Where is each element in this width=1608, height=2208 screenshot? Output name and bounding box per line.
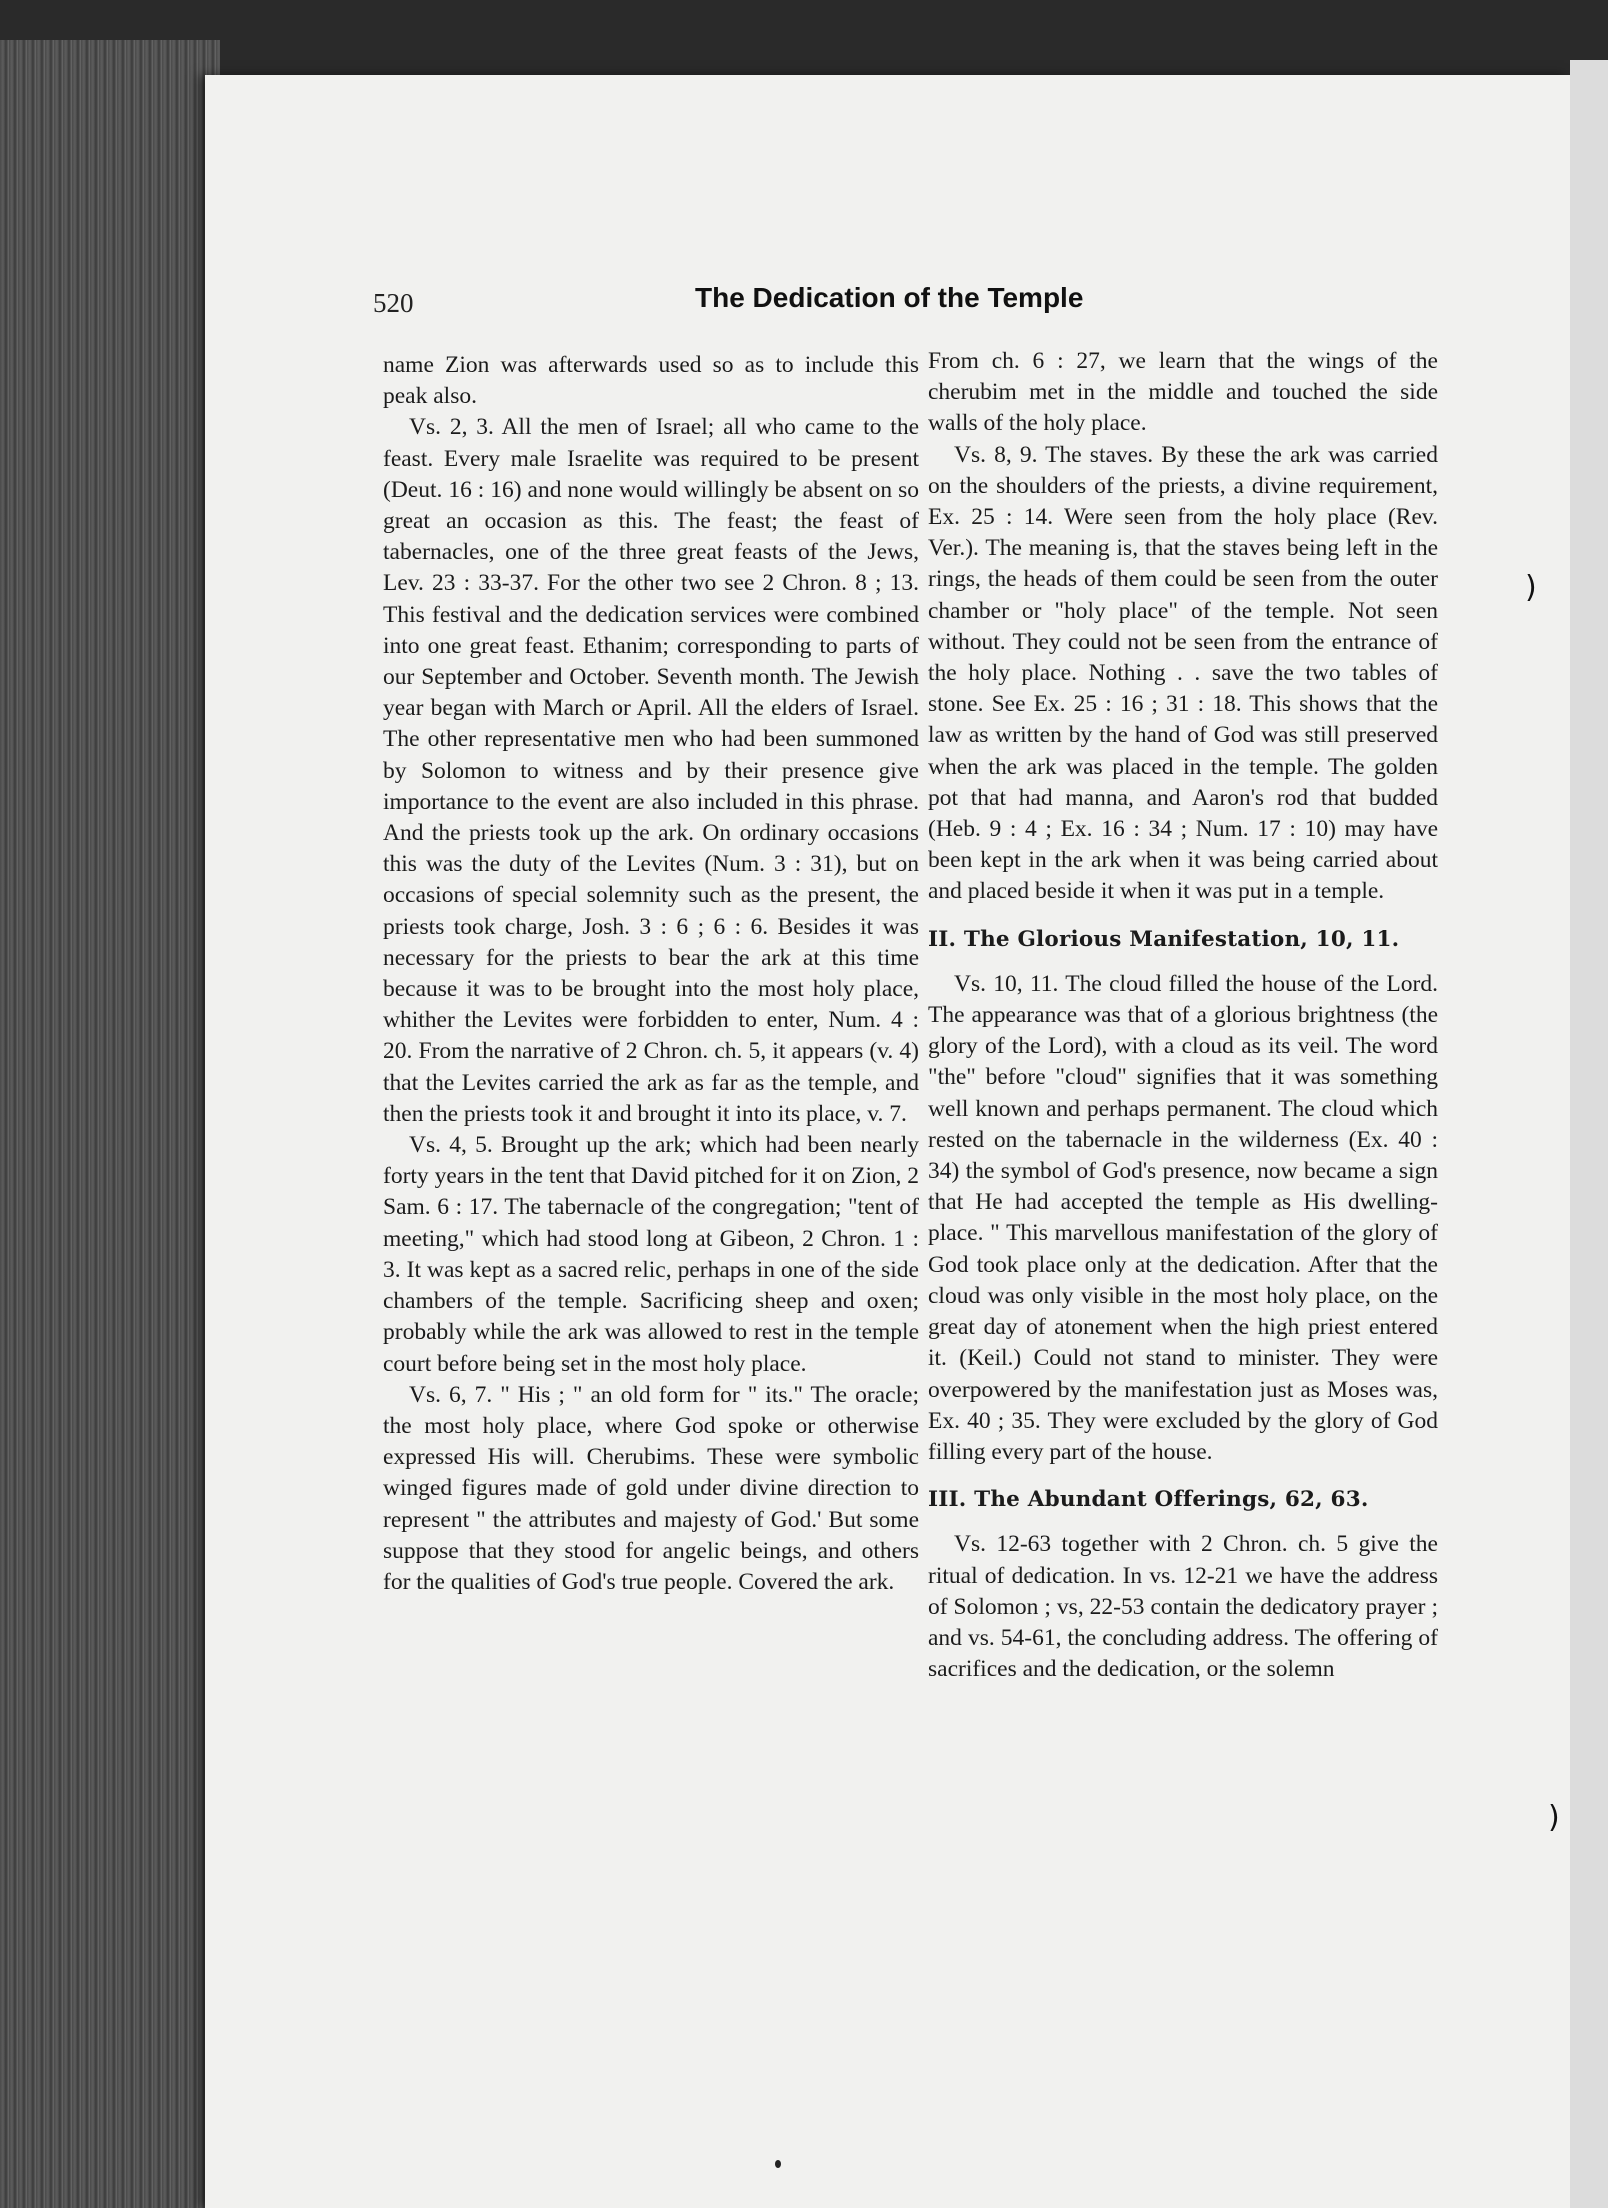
book-page-edges [0,40,220,2208]
page-number: 520 [373,288,414,318]
paragraph: Vs. 8, 9. The staves. By these the ark was carried on the shoulders of the priests, a divine requirement, Ex. 25 : 14. Were seen from the holy place (Rev. Ver.). The meaning is, that the staves being left in the rings, the heads of them could be seen from the outer chamber or "holy place" of the temple. Not seen without. They could not be seen from the entrance of the holy place. Nothing . . save the two tables of stone. See Ex. 25 : 16 ; 31 : 18. This shows that the law as written by the hand of God was still preserved when the ark was placed in the temple. The golden pot that had manna, and Aaron's rod that budded (Heb. 9 : 4 ; Ex. 16 : 34 ; Num. 17 : 10) may have been kept in the ark when it was being carried about and placed beside it when it was put in a temple. [928,441,1438,905]
right-column [928,346,1438,1685]
paragraph: Vs. 10, 11. The cloud filled the house of the Lord. The appearance was that of a glorious brightness (the glory of the Lord), with a cloud as its veil. The word "the" before "cloud" signifies that it was something well known and perhaps permanent. The cloud which rested on the tabernacle in the wilderness (Ex. 40 : 34) the symbol of God's presence, now became a sign that He had accepted the temple as His dwelling-place. " This marvellous manifestation of the glory of God took place only at the dedication. After that the cloud was only visible in the most holy place, on the great day of atonement when the high priest entered it. (Keil.) Could not stand to minister. They were overpowered by the manifestation just as Moses was, Ex. 40 ; 35. They were excluded by the glory of God filling every part of the house. [928,970,1438,1465]
left-column [383,350,919,1598]
paragraph: Vs. 12-63 together with 2 Chron. ch. 5 give the ritual of dedication. In vs. 12-21 we have the address of Solomon ; vs, 22-53 contain the dedicatory prayer ; and vs. 54-61, the concluding address. The offering of sacrifices and the dedication, or the solemn [928,1531,1438,1683]
page-title: The Dedication of the Temple [695,282,1084,313]
paragraph: From ch. 6 : 27, we learn that the wings of the cherubim met in the middle and touched the side walls of the holy place. [928,348,1438,437]
margin-mark: ) [1525,570,1537,605]
facing-page-edge [1570,60,1608,2208]
page-header [373,278,1483,318]
paragraph: Vs. 6, 7. " His ; " an old form for " its." The oracle; the most holy place, where God spoke or otherwise expressed His will. Cherubims. These were symbolic winged figures made of gold under divine direction to represent " the attributes and majesty of God.' But some suppose that they stood for angelic beings, and others for the qualities of God's true people. Covered the ark. [383,1381,919,1595]
section-heading: III. The Abundant Offerings, 62, 63. [928,1487,1369,1513]
paragraph: Vs. 2, 3. All the men of Israel; all who came to the feast. Every male Israelite was required to be present (Deut. 16 : 16) and none would willingly be absent on so great an occasion as this. The feast; the feast of tabernacles, one of the three great feasts of the Jews, Lev. 23 : 33-37. For the other two see 2 Chron. 8 ; 13. This festival and the dedication services were combined into one great feast. Ethanim; corresponding to parts of our September and October. Seventh month. The Jewish year began with March or April. All the elders of Israel. The other representative men who had been summoned by Solomon to witness and by their presence give importance to the event are also included in this phrase. And the priests took up the ark. On ordinary occasions this was the duty of the Levites (Num. 3 : 31), but on occasions of special solemnity such as the present, the priests took charge, Josh. 3 : 6 ; 6 : 6. Besides it was necessary for the priests to bear the ark at this time because it was to be brought into the most holy place, whither the Levites were forbidden to enter, Num. 4 : 20. From the narrative of 2 Chron. ch. 5, it appears (v. 4) that the Levites carried the ark as far as the temple, and then the priests took it and brought it into its place, v. 7. [383,414,919,1127]
section-heading: II. The Glorious Manifestation, 10, 11. [928,926,1400,952]
paragraph: name Zion was afterwards used so as to include this peak also. [383,352,919,410]
page-dot [775,2160,781,2168]
margin-mark: ) [1548,1800,1560,1835]
paragraph: Vs. 4, 5. Brought up the ark; which had been nearly forty years in the tent that David pitched for it on Zion, 2 Sam. 6 : 17. The tabernacle of the congregation; "tent of meeting," which had stood long at Gibeon, 2 Chron. 1 : 3. It was kept as a sacred relic, perhaps in one of the side chambers of the temple. Sacrificing sheep and oxen; probably while the ark was allowed to rest in the temple court before being set in the most holy place. [383,1132,919,1377]
